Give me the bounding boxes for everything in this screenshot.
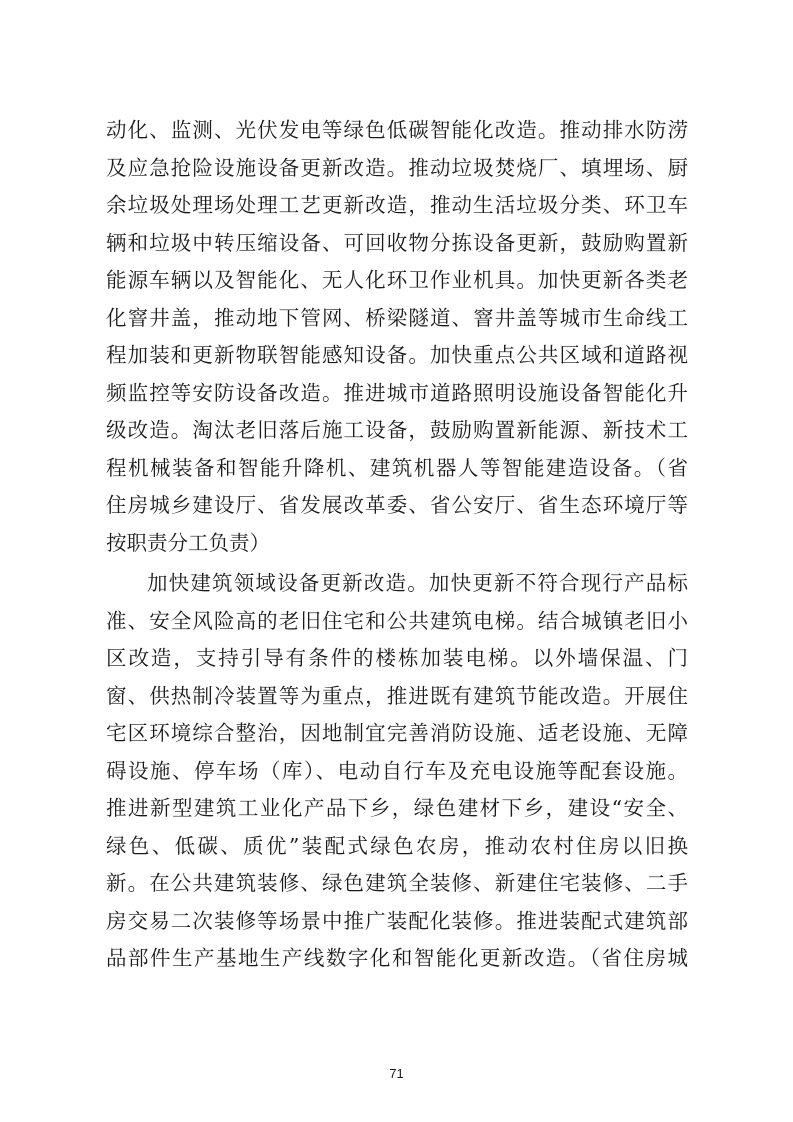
- text-line: 程机械装备和智能升降机、建筑机器人等智能建造设备。（省: [106, 455, 688, 480]
- paragraph-1: [106, 112, 688, 562]
- page-number: 71: [389, 1066, 404, 1081]
- body-text: [106, 112, 688, 978]
- text-line: 化窨井盖，推动地下管网、桥梁隧道、窨井盖等城市生命线工: [106, 305, 688, 330]
- text-line: 程加装和更新物联智能感知设备。加快重点公共区域和道路视: [106, 343, 688, 367]
- text-line: 能源车辆以及智能化、无人化环卫作业机具。加快更新各类老: [106, 268, 688, 292]
- text-line: 住房城乡建设厅、省发展改革委、省公安厅、省生态环境厅等: [106, 493, 688, 517]
- text-line: 绿色、低碳、质优”装配式绿色农房，推动农村住房以旧换: [106, 833, 688, 858]
- text-line: 动化、监测、光伏发电等绿色低碳智能化改造。推动排水防涝: [106, 118, 688, 142]
- text-line: 品部件生产基地生产线数字化和智能化更新改造。（省住房城: [106, 946, 688, 970]
- text-line: 推进新型建筑工业化产品下乡，绿色建材下乡，建设“安全、: [106, 796, 688, 820]
- paragraph-2: [106, 565, 688, 978]
- text-line: 区改造，支持引导有条件的楼栋加装电梯。以外墙保温、门: [106, 646, 688, 670]
- text-line: 级改造。淘汰老旧落后施工设备，鼓励购置新能源、新技术工: [106, 418, 688, 442]
- text-line: 按职责分工负责）: [106, 530, 270, 555]
- text-line: 余垃圾处理场处理工艺更新改造，推动生活垃圾分类、环卫车: [106, 193, 688, 217]
- text-line: 新。在公共建筑装修、绿色建筑全装修、新建住宅装修、二手: [106, 871, 688, 895]
- text-line: 准、安全风险高的老旧住宅和公共建筑电梯。结合城镇老旧小: [106, 608, 688, 633]
- text-line: 房交易二次装修等场景中推广装配化装修。推进装配式建筑部: [106, 908, 688, 933]
- text-line: 窗、供热制冷装置等为重点，推进既有建筑节能改造。开展住: [106, 683, 688, 708]
- text-line: 频监控等安防设备改造。推进城市道路照明设施设备智能化升: [106, 380, 688, 405]
- text-line: 碍设施、停车场（库）、电动自行车及充电设施等配套设施。: [106, 758, 688, 783]
- text-line: 辆和垃圾中转压缩设备、可回收物分拣设备更新，鼓励购置新: [106, 230, 688, 255]
- text-line: 宅区环境综合整治，因地制宜完善消防设施、适老设施、无障: [106, 721, 688, 745]
- text-line: 及应急抢险设施设备更新改造。推动垃圾焚烧厂、填埋场、厨: [106, 155, 688, 180]
- text-line: 加快建筑领域设备更新改造。加快更新不符合现行产品标: [147, 571, 688, 595]
